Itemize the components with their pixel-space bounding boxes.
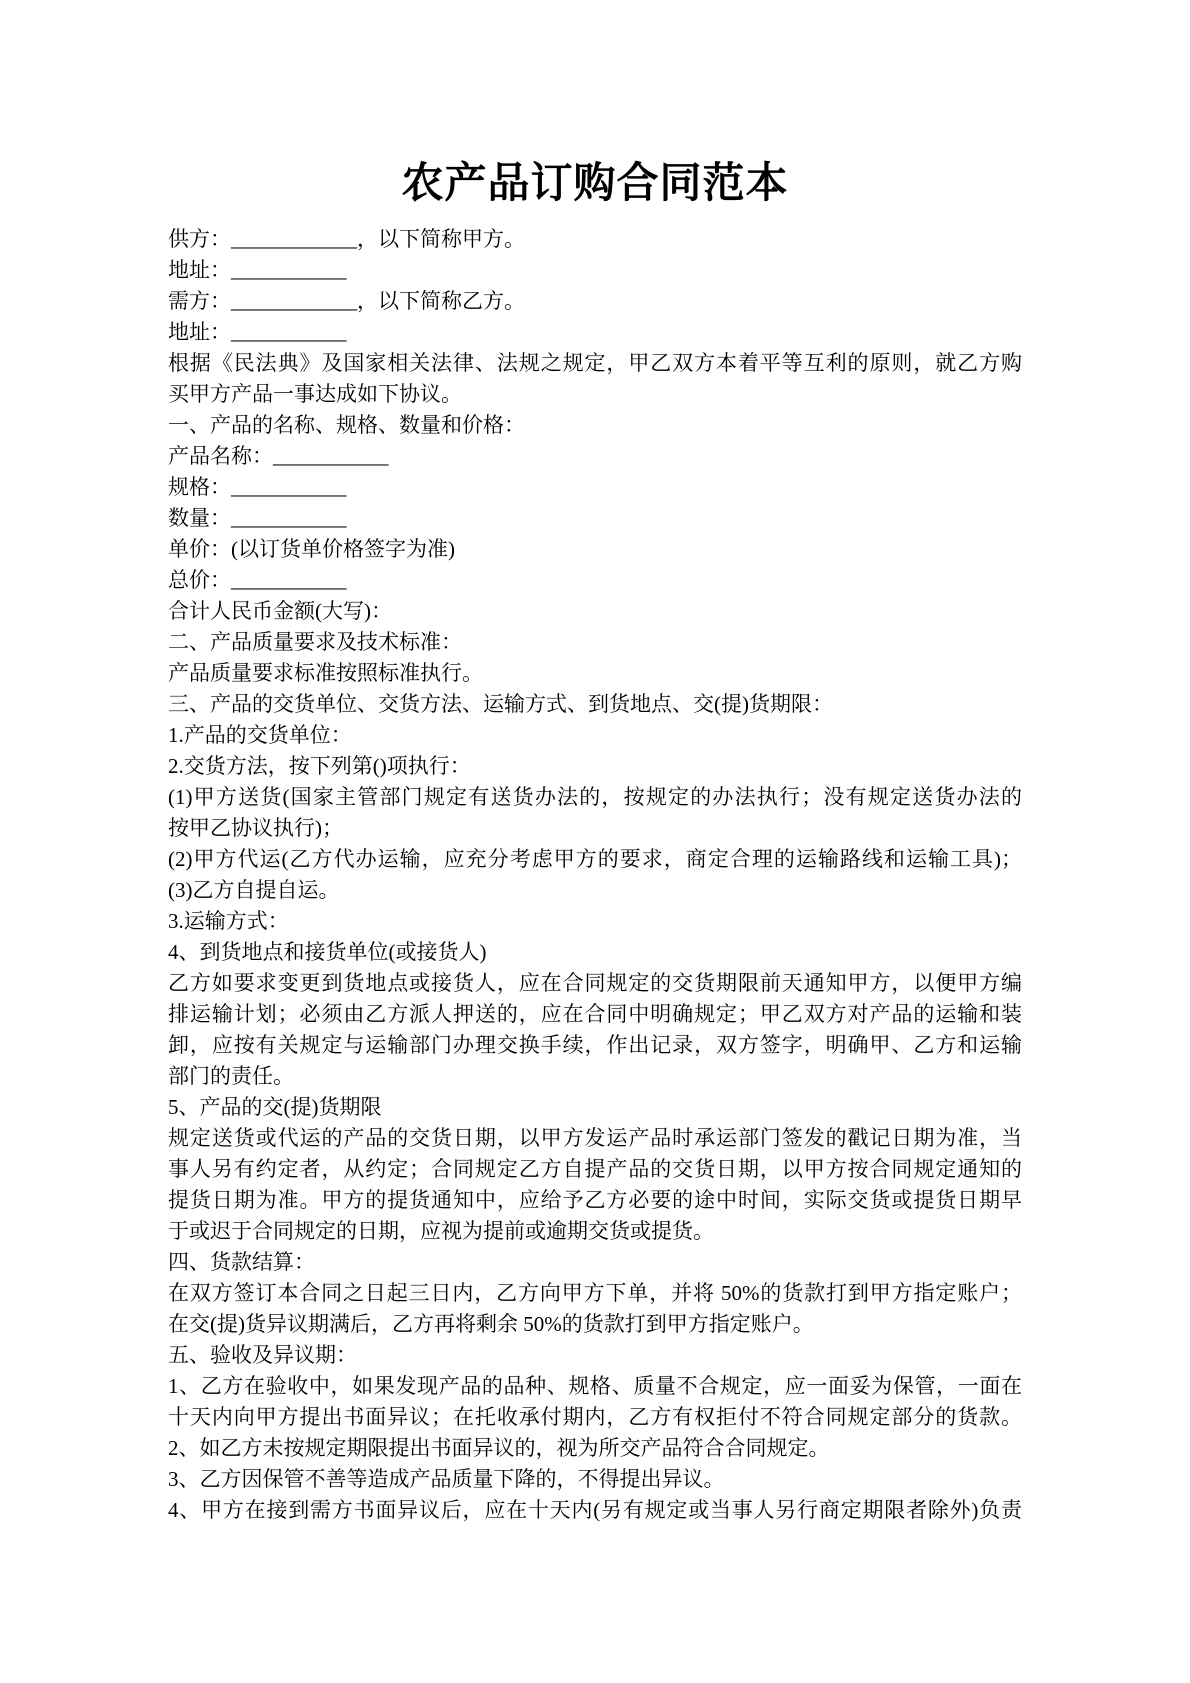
contract-line: 买甲方产品一事达成如下协议。	[168, 382, 462, 406]
contract-line: 5、产品的交(提)货期限	[168, 1095, 382, 1119]
contract-line: 总价：___________	[168, 568, 347, 592]
contract-line: 数量：___________	[168, 506, 347, 530]
contract-line: 根据《民法典》及国家相关法律、法规之规定，甲乙双方本着平等互利的原则，就乙方购	[168, 351, 1022, 375]
contract-line: 规定送货或代运的产品的交货日期，以甲方发运产品时承运部门签发的戳记日期为准，当	[168, 1126, 1022, 1150]
contract-line: 地址：___________	[168, 258, 347, 282]
contract-line: 排运输计划；必须由乙方派人押送的，应在合同中明确规定；甲乙双方对产品的运输和装	[168, 1002, 1022, 1026]
contract-line: 提货日期为准。甲方的提货通知中，应给予乙方必要的途中时间，实际交货或提货日期早	[168, 1188, 1022, 1212]
contract-line: 一、产品的名称、规格、数量和价格：	[168, 413, 525, 437]
contract-line: 产品名称：___________	[168, 444, 389, 468]
contract-line: 四、货款结算：	[168, 1250, 315, 1274]
contract-line: 卸，应按有关规定与运输部门办理交换手续，作出记录，双方签字，明确甲、乙方和运输	[168, 1033, 1022, 1057]
contract-line: 十天内向甲方提出书面异议；在托收承付期内，乙方有权拒付不符合同规定部分的货款。	[168, 1405, 1022, 1429]
contract-line: 3、乙方因保管不善等造成产品质量下降的，不得提出异议。	[168, 1467, 725, 1491]
contract-line: 供方：____________，以下简称甲方。	[168, 227, 525, 251]
contract-line: (2)甲方代运(乙方代办运输，应充分考虑甲方的要求，商定合理的运输路线和运输工具)；	[168, 847, 1022, 871]
contract-line: 事人另有约定者，从约定；合同规定乙方自提产品的交货日期，以甲方按合同规定通知的	[168, 1157, 1022, 1181]
contract-line: 产品质量要求标准按照标准执行。	[168, 661, 483, 685]
contract-line: 在双方签订本合同之日起三日内，乙方向甲方下单，并将 50%的货款打到甲方指定账户；	[168, 1281, 1022, 1305]
contract-line: 2.交货方法，按下列第()项执行：	[168, 754, 471, 778]
contract-line: 4、到货地点和接货单位(或接货人)	[168, 940, 487, 964]
contract-line: 需方：____________，以下简称乙方。	[168, 289, 525, 313]
document-title: 农产品订购合同范本	[401, 161, 789, 207]
contract-line: 在交(提)货异议期满后，乙方再将剩余 50%的货款打到甲方指定账户。	[168, 1312, 814, 1336]
contract-line: (3)乙方自提自运。	[168, 878, 340, 902]
contract-line: 1、乙方在验收中，如果发现产品的品种、规格、质量不合规定，应一面妥为保管，一面在	[168, 1374, 1022, 1398]
contract-line: 于或迟于合同规定的日期，应视为提前或逾期交货或提货。	[168, 1219, 714, 1243]
contract-line: 三、产品的交货单位、交货方法、运输方式、到货地点、交(提)货期限：	[168, 692, 833, 716]
contract-line: (1)甲方送货(国家主管部门规定有送货办法的，按规定的办法执行；没有规定送货办法的	[168, 785, 1022, 809]
contract-line: 合计人民币金额(大写)：	[168, 599, 392, 623]
contract-line: 规格：___________	[168, 475, 347, 499]
contract-line: 1.产品的交货单位：	[168, 723, 352, 747]
contract-body	[168, 224, 1022, 1526]
contract-line: 地址：___________	[168, 320, 347, 344]
contract-line: 五、验收及异议期：	[168, 1343, 357, 1367]
contract-line: 按甲乙协议执行)；	[168, 816, 343, 840]
contract-line: 4、甲方在接到需方书面异议后，应在十天内(另有规定或当事人另行商定期限者除外)负责	[168, 1498, 1022, 1522]
contract-line: 单价：(以订货单价格签字为准)	[168, 537, 455, 561]
contract-line: 2、如乙方未按规定期限提出书面异议的，视为所交产品符合合同规定。	[168, 1436, 830, 1460]
contract-line: 部门的责任。	[168, 1064, 294, 1088]
contract-line: 乙方如要求变更到货地点或接货人，应在合同规定的交货期限前天通知甲方，以便甲方编	[168, 971, 1022, 995]
contract-line: 3.运输方式：	[168, 909, 289, 933]
contract-line: 二、产品质量要求及技术标准：	[168, 630, 462, 654]
